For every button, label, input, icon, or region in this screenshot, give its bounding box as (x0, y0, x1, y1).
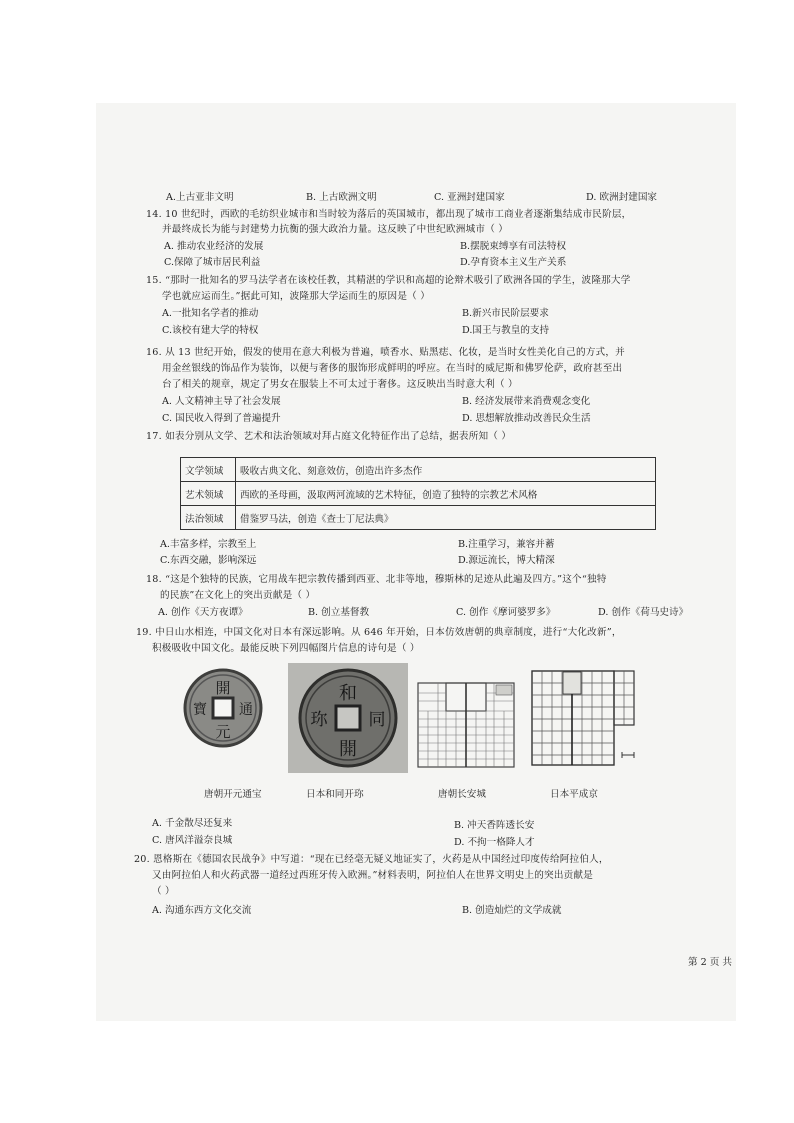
q16-stem-line1: 16. 从 13 世纪开始，假发的使用在意大利极为普遍，喷香水、贴黑痣、化妆，是当时女性美化自己的方式，并 (146, 347, 625, 358)
table-cell-summary: 西欧的圣母画，汲取两河流域的艺术特征，创造了独特的宗教艺术风格 (236, 482, 656, 506)
caption-wado-kaichin: 日本和同开珎 (306, 789, 364, 800)
q13-option-d: D. 欧洲封建国家 (586, 192, 658, 203)
q14-option-c: C.保障了城市居民利益 (164, 257, 261, 268)
q15-stem-line1: 15. “那时一批知名的罗马法学者在该校任教，其精湛的学识和高超的论辩术吸引了欧洲各国的学生，波隆那大学 (146, 275, 631, 286)
table-cell-field: 艺术领域 (181, 482, 236, 506)
table-row (181, 458, 656, 482)
table-cell-field: 法治领域 (181, 506, 236, 530)
q20-option-a: A. 沟通东西方文化交流 (152, 905, 252, 916)
q17-option-b: B.注重学习，兼容并蓄 (458, 539, 555, 550)
exam-page (96, 103, 736, 1021)
q19-option-b: B. 冲天香阵透长安 (454, 820, 535, 831)
q16-option-b: B. 经济发展带来消费观念变化 (462, 396, 591, 407)
q18-option-a: A. 创作《天方夜谭》 (158, 607, 248, 618)
table-cell-summary: 借鉴罗马法，创造《查士丁尼法典》 (236, 506, 656, 530)
q13-option-a: A.上古亚非文明 (166, 192, 234, 203)
q18-stem-line2: 的民族”在文化上的突出贡献是（ ） (160, 590, 316, 601)
q15-option-a: A.一批知名学者的推动 (162, 308, 259, 319)
q20-stem-line3: （ ） (152, 886, 175, 897)
page-number: 第 2 页 共 (687, 957, 732, 968)
table-row (181, 482, 656, 506)
table-row (181, 506, 656, 530)
q18-option-b: B. 创立基督教 (308, 607, 370, 618)
q15-option-b: B.新兴市民阶层要求 (462, 308, 549, 319)
q19-option-a: A. 千金散尽还复来 (152, 818, 233, 829)
q20-option-b: B. 创造灿烂的文学成就 (462, 905, 562, 916)
kaiyuan-tongbao-coin-image (182, 667, 264, 749)
q18-stem-line1: 18. “这是个独特的民族，它用战车把宗教传播到西亚、北非等地，穆斯林的足迹从此遍及四方。”这个“独特 (146, 574, 607, 585)
q13-option-c: C. 亚洲封建国家 (434, 192, 505, 203)
q19-option-d: D. 不拘一格降人才 (454, 837, 535, 848)
q16-stem-line2: 用金丝银线的饰品作为装饰，以便与奢侈的服饰形成鲜明的呼应。在当时的威尼斯和佛罗伦萨，政府甚至出 (162, 363, 623, 374)
caption-heijokyo: 日本平成京 (550, 789, 598, 800)
table-cell-summary: 吸收古典文化、刻意效仿，创造出许多杰作 (236, 458, 656, 482)
q20-stem-line2: 又由阿拉伯人和火药武器一道经过西班牙传入欧洲。”材料表明，阿拉伯人在世界文明史上的突出贡献是 (152, 870, 594, 881)
q19-stem-line2: 积极吸收中国文化。最能反映下列四幅图片信息的诗句是（ ） (152, 643, 420, 654)
coin1-char-left: 寶 (193, 702, 207, 718)
caption-kaiyuan-tongbao: 唐朝开元通宝 (204, 789, 262, 800)
changan-city-plan-image (416, 681, 516, 769)
q19-option-c: C. 唐风洋溢奈良城 (152, 835, 233, 846)
coin2-char-right: 同 (368, 710, 386, 730)
q14-option-b: B.摆脱束缚享有司法特权 (460, 241, 567, 252)
wado-kaichin-coin-image (288, 663, 408, 773)
q19-stem-line1: 19. 中日山水相连，中国文化对日本有深远影响。从 646 年开始，日本仿效唐朝的典章制度，进行“大化改新”， (136, 627, 622, 638)
coin2-char-bottom: 開 (339, 739, 357, 760)
q18-option-c: C. 创作《摩诃婆罗多》 (456, 607, 556, 618)
q16-stem-line3: 台了相关的规章，规定了男女在服装上不可太过于奢侈。这反映出当时意大利（ ） (162, 379, 518, 390)
byzantine-culture-table (180, 457, 656, 530)
q15-option-d: D.国王与教皇的支持 (462, 325, 550, 336)
q16-option-a: A. 人文精神主导了社会发展 (162, 396, 281, 407)
caption-changan: 唐朝长安城 (438, 789, 486, 800)
q14-stem-line2: 并最终成长为能与封建势力抗衡的强大政治力量。这反映了中世纪欧洲城市（ ） (162, 224, 509, 235)
q13-option-b: B. 上古欧洲文明 (306, 192, 377, 203)
q17-option-c: C.东西交融，影响深远 (160, 555, 257, 566)
q14-option-a: A. 推动农业经济的发展 (164, 241, 264, 252)
q14-stem-line1: 14. 10 世纪时，西欧的毛纺织业城市和当时较为落后的英国城市，都出现了城市工商业者逐渐集结成市民阶层， (146, 209, 632, 220)
coin1-char-bottom: 元 (215, 723, 231, 741)
coin1-char-right: 通 (239, 702, 253, 718)
q17-stem: 17. 如表分别从文学、艺术和法治领域对拜占庭文化特征作出了总结，据表所知（ ） (146, 431, 512, 442)
table-cell-field: 文学领域 (181, 458, 236, 482)
coin2-char-left: 珎 (310, 710, 328, 730)
q17-option-a: A.丰富多样，宗教至上 (160, 539, 257, 550)
coin1-char-top: 開 (215, 679, 231, 697)
q16-option-c: C. 国民收入得到了普遍提升 (162, 413, 281, 424)
q15-option-c: C.该校有建大学的特权 (162, 325, 259, 336)
q15-stem-line2: 学也就应运而生。”据此可知，波隆那大学运而生的原因是（ ） (162, 291, 430, 302)
q16-option-d: D. 思想解放推动改善民众生活 (462, 413, 591, 424)
q14-option-d: D.孕育资本主义生产关系 (460, 257, 567, 268)
heijokyo-city-plan-image (528, 669, 640, 773)
q17-option-d: D.源远流长，博大精深 (458, 555, 555, 566)
q18-option-d: D. 创作《荷马史诗》 (598, 607, 689, 618)
q20-stem-line1: 20. 恩格斯在《德国农民战争》中写道：“现在已经毫无疑义地证实了，火药是从中国经过印度传给阿拉伯人， (134, 854, 609, 865)
coin2-char-top: 和 (339, 683, 357, 704)
